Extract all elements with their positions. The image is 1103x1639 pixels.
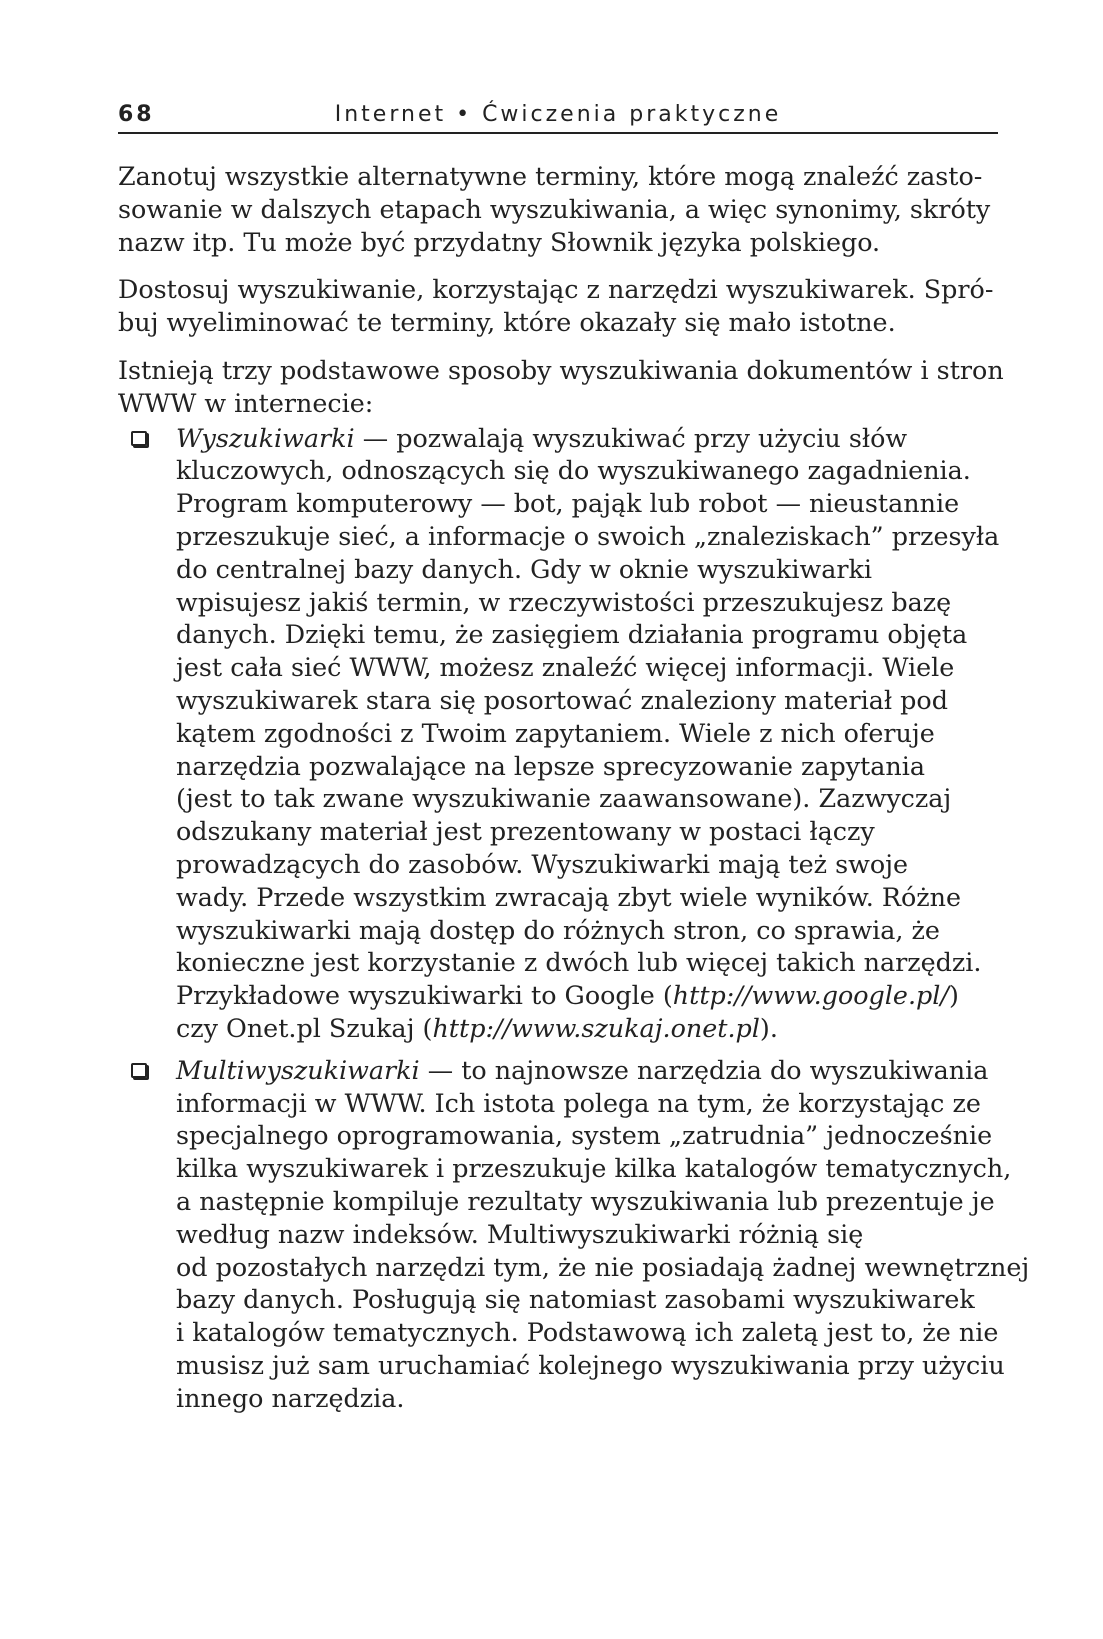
text-line: sowanie w dalszych etapach wyszukiwania, a więc synonimy, skróty <box>118 193 991 224</box>
text-fragment: — pozwalają wyszukiwać przy użyciu słów <box>354 422 908 453</box>
checkbox-bullet-icon <box>131 1063 147 1078</box>
text-line: (jest to tak zwane wyszukiwanie zaawansowane). Zazwyczaj <box>176 783 952 814</box>
text-line: Program komputerowy — bot, pająk lub robot — nieustannie <box>176 488 960 519</box>
text-line: i katalogów tematycznych. Podstawową ich zaletą jest to, że nie <box>176 1317 999 1348</box>
list-item-search-engines <box>118 422 998 1045</box>
text-line: wpisujesz jakiś termin, w rzeczywistości przeszukujesz bazę <box>176 586 952 617</box>
page-number: 68 <box>118 102 155 127</box>
text-line: kluczowych, odnoszących się do wyszukiwanego zagadnienia. <box>176 455 971 486</box>
list-item-first-line <box>176 422 998 455</box>
example-line-onet <box>176 1012 998 1045</box>
paragraph-alternative-terms <box>118 160 998 258</box>
text-line: WWW w internecie: <box>118 387 374 418</box>
text-line: przeszukuje sieć, a informacje o swoich „znaleziskach” przesyła <box>176 520 1000 551</box>
text-line: Istnieją trzy podstawowe sposoby wyszukiwania dokumentów i stron <box>118 354 1004 385</box>
text-fragment: ) <box>948 980 959 1011</box>
paragraph-search-methods-intro <box>118 354 1004 420</box>
running-title: Internet • Ćwiczenia praktyczne <box>334 102 782 127</box>
text-line: wady. Przede wszystkim zwracają zbyt wiele wyników. Różne <box>176 881 961 912</box>
text-line: odszukany materiał jest prezentowany w postaci łączy <box>176 816 875 847</box>
text-line: narzędzia pozwalające na lepsze sprecyzowanie zapytania <box>176 750 926 781</box>
example-line-google <box>176 979 998 1012</box>
list-item-meta-search-engines <box>118 1054 1030 1415</box>
url-google: http://www.google.pl/ <box>672 980 949 1011</box>
term-search-engines: Wyszukiwarki <box>176 422 355 453</box>
term-meta-search-engines: Multiwyszukiwarki <box>176 1054 420 1085</box>
text-line: według nazw indeksów. Multiwyszukiwarki różnią się <box>176 1218 864 1249</box>
url-onet-szukaj: http://www.szukaj.onet.pl <box>432 1012 760 1043</box>
search-methods-list <box>118 422 1030 1415</box>
text-line: od pozostałych narzędzi tym, że nie posiadają żadnej wewnętrznej <box>176 1251 1030 1282</box>
text-line: nazw itp. Tu może być przydatny Słownik języka polskiego. <box>118 226 881 257</box>
text-line: bazy danych. Posługują się natomiast zasobami wyszukiwarek <box>176 1284 975 1315</box>
checkbox-bullet-icon <box>131 431 147 446</box>
text-fragment: Przykładowe wyszukiwarki to Google ( <box>176 980 673 1011</box>
text-line: informacji w WWW. Ich istota polega na tym, że korzystając ze <box>176 1087 981 1118</box>
text-fragment: — to najnowsze narzędzia do wyszukiwania <box>419 1054 989 1085</box>
running-header <box>118 88 998 134</box>
list-item-first-line <box>176 1054 998 1087</box>
text-line: buj wyeliminować te terminy, które okazały się mało istotne. <box>118 307 896 338</box>
text-line: Dostosuj wyszukiwanie, korzystając z narzędzi wyszukiwarek. Spró- <box>118 274 994 305</box>
text-line: kilka wyszukiwarek i przeszukuje kilka katalogów tematycznych, <box>176 1153 1012 1184</box>
text-line: danych. Dzięki temu, że zasięgiem działania programu objęta <box>176 619 968 650</box>
text-line: a następnie kompiluje rezultaty wyszukiwania lub prezentuje je <box>176 1185 995 1216</box>
text-line: wyszukiwarek stara się posortować znaleziony materiał pod <box>176 684 948 715</box>
text-line: Zanotuj wszystkie alternatywne terminy, które mogą znaleźć zasto- <box>118 161 983 191</box>
text-line: wyszukiwarki mają dostęp do różnych stron, co sprawia, że <box>176 914 940 945</box>
text-line: do centralnej bazy danych. Gdy w oknie wyszukiwarki <box>176 553 872 584</box>
body-text <box>118 160 1030 1414</box>
text-line: jest cała sieć WWW, możesz znaleźć więcej informacji. Wiele <box>176 652 955 683</box>
text-line: musisz już sam uruchamiać kolejnego wyszukiwania przy użyciu <box>176 1349 1005 1380</box>
text-fragment: ). <box>759 1012 778 1043</box>
book-page <box>118 88 1030 1423</box>
text-line: innego narzędzia. <box>176 1382 405 1413</box>
text-line: prowadzących do zasobów. Wyszukiwarki mają też swoje <box>176 848 909 879</box>
text-line: konieczne jest korzystanie z dwóch lub więcej takich narzędzi. <box>176 947 982 978</box>
paragraph-adjust-search <box>118 273 998 339</box>
text-fragment: czy Onet.pl Szukaj ( <box>176 1012 433 1043</box>
text-line: kątem zgodności z Twoim zapytaniem. Wiele z nich oferuje <box>176 717 935 748</box>
text-line: specjalnego oprogramowania, system „zatrudnia” jednocześnie <box>176 1120 993 1151</box>
